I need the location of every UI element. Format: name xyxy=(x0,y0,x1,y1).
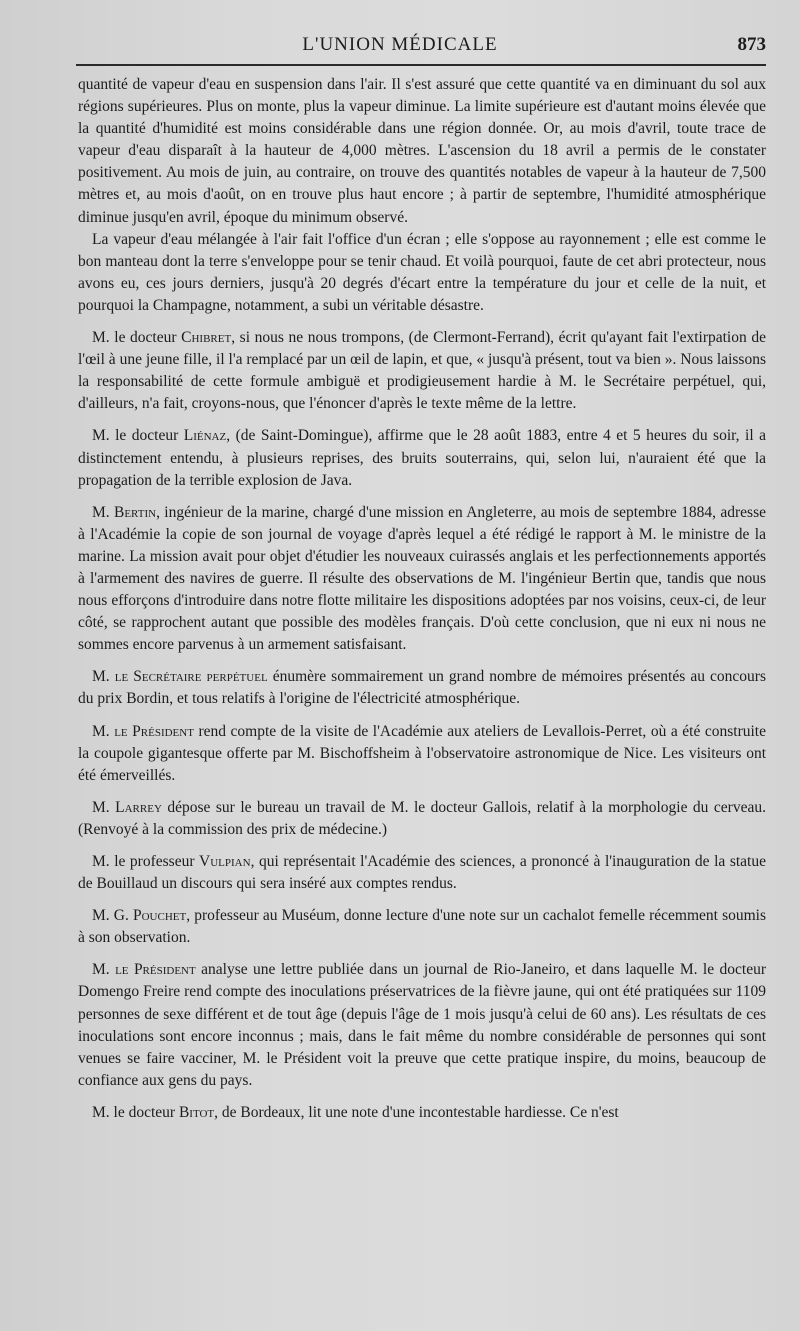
paragraph-text: , ingénieur de la marine, chargé d'une mission en Angleterre, au mois de septembre 1884, adresse à l'Académie la copie de son journal de voyage d'après lequel a été rédigé le rapport à M. le ministre de la marine. La mission avait pour objet d'étudier les nouveaux cuirassés anglais et les perfectionnements apportés à l'armement des navires de guerre. Il résulte des observations de M. l'ingénieur Bertin que, tandis que nous nous efforçons d'introduire dans notre flotte militaire les dispositions adoptées par nos voisins, ceux-ci, de leur côté, se rapprochent autant que possible des modèles français. D'où cette conclusion, que ni eux ni nous ne sommes encore parvenus à un armement satisfaisant. xyxy=(78,503,766,654)
paragraph-text: M. G. xyxy=(92,907,133,925)
person-name: Larrey xyxy=(115,798,162,816)
journal-title: L'UNION MÉDICALE xyxy=(302,34,498,55)
paragraph-chibret xyxy=(78,327,766,415)
paragraph-text: , (de Saint-Domingue), affirme que le 28 août 1883, entre 4 et 5 heures du soir, il a distinctement entendu, à plusieurs reprises, des bruits souterrains, qui, selon lui, n'auraient été que la propagation de la terrible explosion de Java. xyxy=(78,427,766,489)
person-name: Pouchet xyxy=(132,907,187,925)
person-name: Liénaz xyxy=(183,427,227,445)
person-name: Bertin xyxy=(114,503,157,521)
person-name: Chibret xyxy=(181,329,232,347)
paragraph-text: , si nous ne nous trompons, (de Clermont-Ferrand), écrit qu'ayant fait l'extirpation de l'œil à une jeune fille, il l'a remplacé par un œil de lapin, et que, « jusqu'à présent, tout va bien ». Nous laissons la responsabilité de cette formule ambiguë et prodigieusement hardie à M. le Secrétaire perpétuel, qui, d'ailleurs, n'a fait, croyons-nous, que l'énoncer d'après le texte même de la lettre. xyxy=(78,329,766,413)
person-name: le Président xyxy=(114,722,194,740)
paragraph-bertin xyxy=(78,502,766,657)
person-name: le Président xyxy=(115,961,196,979)
paragraph-president-rio xyxy=(78,959,766,1092)
paragraph-text: M. xyxy=(92,668,115,686)
person-name: Bitot xyxy=(178,1103,215,1121)
paragraph-text: , de Bordeaux, lit une note d'une incontestable hardiesse. Ce n'est xyxy=(214,1103,619,1121)
paragraph-text: , professeur au Muséum, donne lecture d'une note sur un cachalot femelle récemment soumis à son observation. xyxy=(78,907,766,947)
article-body xyxy=(78,74,766,1124)
paragraph-text: analyse une lettre publiée dans un journal de Rio-Janeiro, et dans laquelle M. le docteur Domengo Freire rend compte des inoculations préservatrices de la fièvre jaune, qui ont été pratiquées sur 1109 personnes de sexe différent et de tout âge (depuis l'âge de 1 mois jusqu'à celui de 60 ans). Les résultats de ces inoculations sont encore inconnus ; mais, dans le fait même du nombre considérable de personnes qui sont venues se faire vacciner, M. le Président voit la preuve que cette pratique inspire, du moins, beaucoup de confiance aux gens du pays. xyxy=(78,961,766,1089)
paragraph-secretaire xyxy=(78,666,766,710)
paragraph-text: La vapeur d'eau mélangée à l'air fait l'office d'un écran ; elle s'oppose au rayonnement ; elle est comme le bon manteau dont la terre s'enveloppe pour se tenir chaud. Et voilà pourquoi, faute de cet abri protecteur, nous avons eu, ces jours derniers, jusqu'à 20 degrés d'écart entre la température du jour et celle de la nuit, et pourquoi la Champagne, notamment, a subi un véritable désastre. xyxy=(78,230,766,314)
paragraph-text: énumère sommairement un grand nombre de mémoires présentés au concours du prix Bordin, et tous relatifs à l'origine de l'électricité atmosphérique. xyxy=(78,668,766,708)
paragraph-text: M. le professeur xyxy=(92,853,200,870)
person-name: le Secrétaire perpétuel xyxy=(114,668,268,686)
paragraph-text: rend compte de la visite de l'Académie aux ateliers de Levallois-Perret, où a été construite la coupole gigantesque offerte par M. Bischoffsheim à l'observatoire astronomique de Nice. Les visiteurs ont été émerveillés. xyxy=(78,722,766,784)
paragraph-vulpian xyxy=(78,851,766,895)
paragraph-lienaz xyxy=(78,425,766,491)
paragraph-text: M. le docteur xyxy=(92,427,184,445)
running-head xyxy=(0,30,800,60)
person-name: Vulpian xyxy=(199,853,251,870)
paragraph-text: M. xyxy=(92,798,116,816)
paragraph-bitot xyxy=(78,1102,766,1124)
page-number: 873 xyxy=(737,34,766,55)
paragraph-text: M. le docteur xyxy=(92,329,182,347)
paragraph-larrey xyxy=(78,797,766,841)
paragraph-president-levallois xyxy=(78,721,766,787)
paragraph-pouchet xyxy=(78,905,766,949)
paragraph-text: , qui représentait l'Académie des sciences, a prononcé à l'inauguration de la statue de Bouillaud un discours qui sera inséré aux comptes rendus. xyxy=(78,853,766,893)
paragraph-vapeur-continuation xyxy=(78,74,766,229)
header-rule xyxy=(76,64,766,66)
paragraph-text: M. xyxy=(92,961,116,979)
paragraph-text: dépose sur le bureau un travail de M. le docteur Gallois, relatif à la morphologie du cerveau. (Renvoyé à la commission des prix de médecine.) xyxy=(78,798,766,838)
paragraph-text: quantité de vapeur d'eau en suspension dans l'air. Il s'est assuré que cette quantité va en diminuant du sol aux régions supérieures. Plus on monte, plus la vapeur diminue. La limite supérieure est d'autant moins élevée que la quantité d'humidité est moins considérable dans une région donnée. Or, au mois d'avril, toute trace de vapeur d'eau disparaît à la hauteur de 4,000 mètres. L'ascension du 18 avril a permis de le constater positivement. Au mois de juin, au contraire, on trouve des quantités notables de vapeur à la hauteur de 7,500 mètres et, au mois d'août, on en trouve plus haut encore ; à partir de septembre, l'humidité atmosphérique diminue jusqu'en avril, époque du minimum observé. xyxy=(78,76,766,226)
paragraph-text: M. xyxy=(92,722,115,740)
paragraph-text: M. le docteur xyxy=(92,1103,179,1121)
paragraph-vapeur-ecran xyxy=(78,229,766,317)
paragraph-text: M. xyxy=(92,503,114,521)
